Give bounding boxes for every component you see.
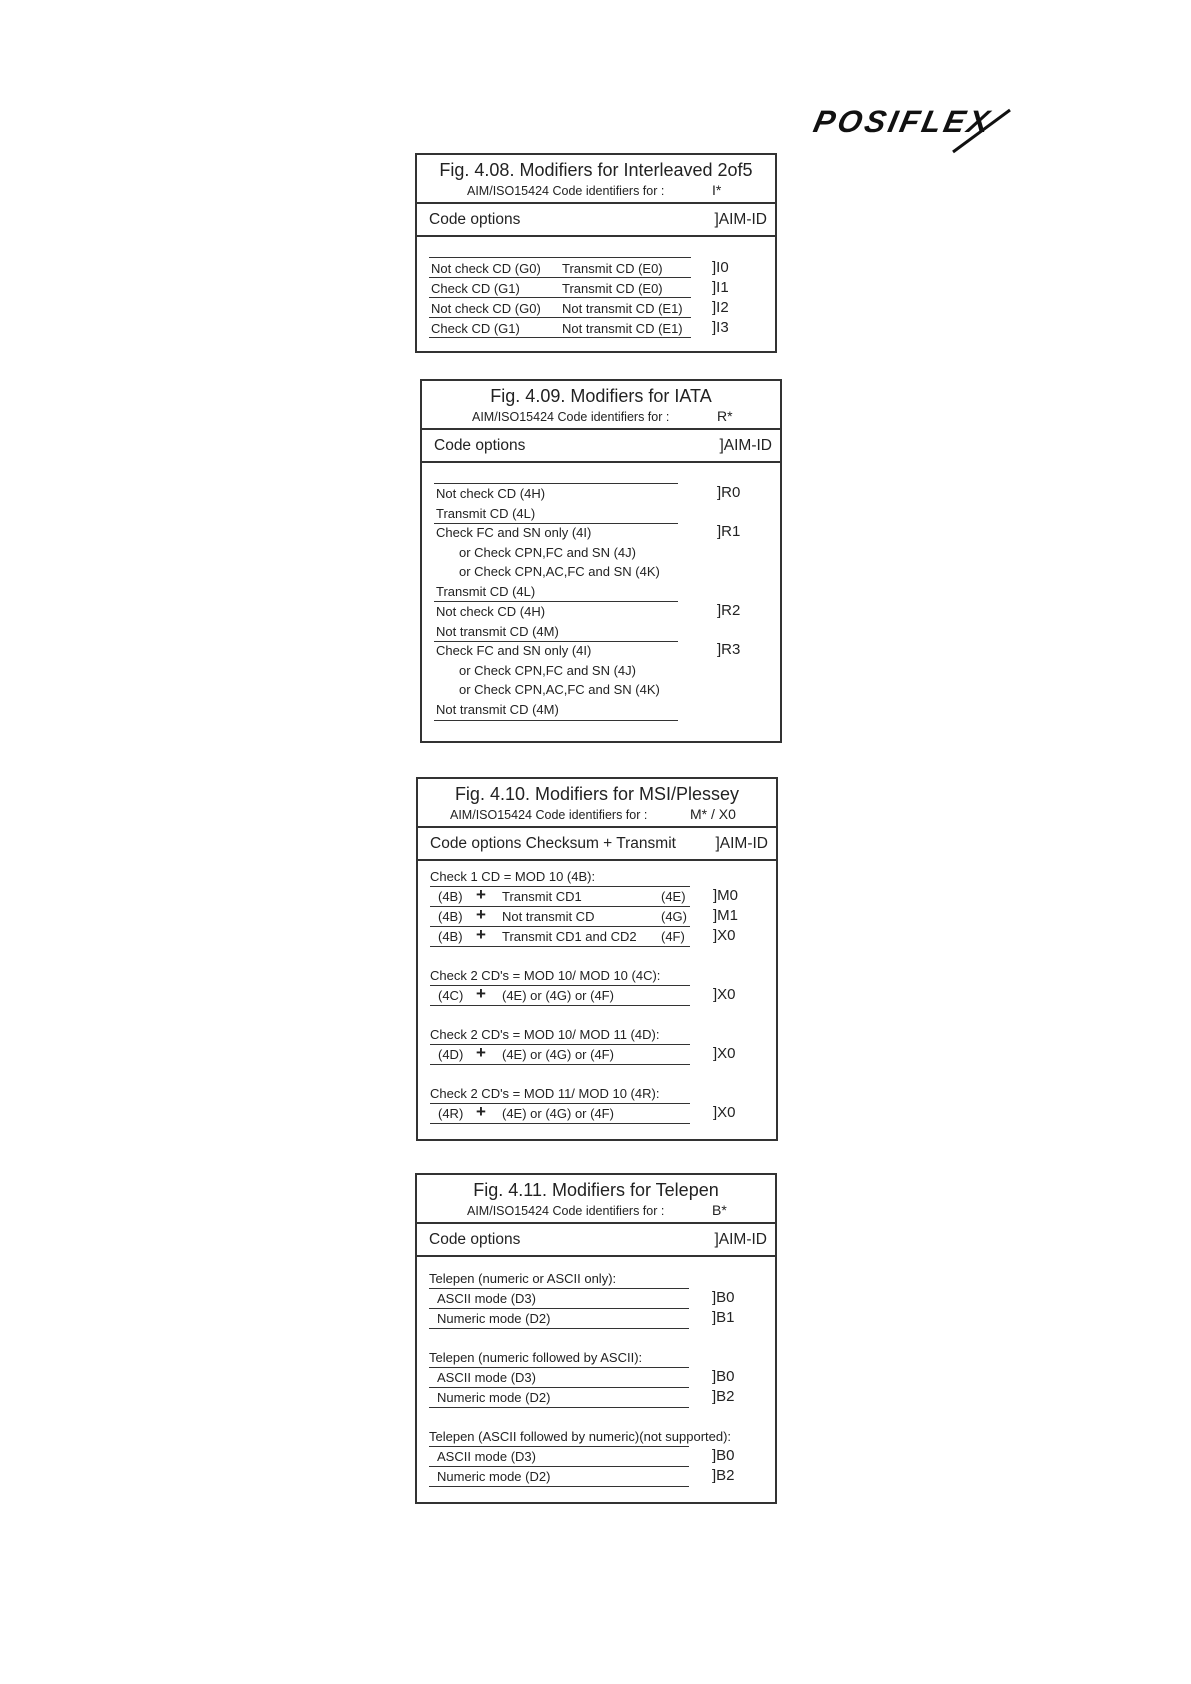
rule — [429, 297, 691, 298]
figure-subtitle: AIM/ISO15424 Code identifiers for : — [467, 1204, 665, 1218]
group-heading: Telepen (ASCII followed by numeric)(not supported): — [429, 1429, 732, 1444]
rule — [430, 1103, 690, 1104]
figure-iata — [420, 379, 782, 743]
group-heading: Check 1 CD = MOD 10 (4B): — [430, 869, 596, 884]
figure-subtitle: AIM/ISO15424 Code identifiers for : — [472, 410, 670, 424]
column-code-options: Code options — [429, 211, 521, 228]
option-line: Not transmit CD (4M) — [436, 702, 559, 717]
row-code: ]B0 — [712, 1447, 735, 1464]
row-right: (4G) — [661, 909, 687, 924]
group-heading: Telepen (numeric followed by ASCII): — [429, 1350, 643, 1365]
rule — [434, 601, 678, 602]
row-code: ]B0 — [712, 1368, 735, 1385]
option-line: Check FC and SN only (4I) — [436, 643, 592, 658]
column-aim-id: ]AIM-ID — [714, 211, 767, 228]
rule — [429, 317, 691, 318]
column-code-options: Code options Checksum + Transmit — [430, 835, 676, 852]
row-code: ]B2 — [712, 1388, 735, 1405]
row-code: ]M0 — [713, 887, 739, 904]
rule — [429, 337, 691, 338]
row-label: Numeric mode (D2) — [437, 1311, 551, 1326]
row-label: Numeric mode (D2) — [437, 1390, 551, 1405]
rule — [430, 1123, 690, 1124]
row-label: ASCII mode (D3) — [437, 1291, 536, 1306]
option-line: Not check CD (4H) — [436, 604, 546, 619]
row-check: Check CD (G1) — [431, 281, 520, 296]
plus-icon: + — [476, 984, 486, 1003]
figure-subtitle: AIM/ISO15424 Code identifiers for : — [467, 184, 665, 198]
rule — [434, 720, 678, 721]
group-heading: Check 2 CD's = MOD 10/ MOD 11 (4D): — [430, 1027, 660, 1042]
row-left: (4B) — [438, 909, 463, 924]
row-code: ]I2 — [712, 299, 729, 316]
rule — [429, 1288, 689, 1289]
row-mid: Transmit CD1 and CD2 — [502, 929, 637, 944]
plus-icon: + — [476, 1102, 486, 1121]
row-left: (4D) — [438, 1047, 464, 1062]
figure-header — [417, 155, 775, 204]
rule — [429, 1446, 689, 1447]
row-code: ]B1 — [712, 1309, 735, 1326]
logo-text: POSIFLEX — [810, 104, 996, 139]
row-mid: Not transmit CD — [502, 909, 595, 924]
option-line: Transmit CD (4L) — [436, 584, 536, 599]
column-aim-id: ]AIM-ID — [714, 1231, 767, 1248]
rule — [429, 1407, 689, 1408]
plus-icon: + — [476, 905, 486, 924]
row-code: ]X0 — [713, 1104, 736, 1121]
figure-msi-plessey — [416, 777, 778, 1141]
posiflex-logo — [810, 104, 1018, 156]
figure-title: Fig. 4.08. Modifiers for Interleaved 2of5 — [439, 160, 753, 180]
figure-header — [417, 1175, 775, 1224]
rule — [429, 1367, 689, 1368]
row-code: ]I1 — [712, 279, 729, 296]
column-code-options: Code options — [434, 437, 526, 454]
row-code: ]I0 — [712, 259, 729, 276]
figure-subtitle: AIM/ISO15424 Code identifiers for : — [450, 808, 648, 822]
row-code: ]R3 — [717, 641, 741, 658]
rule — [430, 1044, 690, 1045]
column-header — [422, 430, 780, 463]
row-transmit: Not transmit CD (E1) — [562, 321, 683, 336]
row-left: (4R) — [438, 1106, 464, 1121]
rule — [434, 641, 678, 642]
column-header — [417, 204, 775, 237]
column-aim-id: ]AIM-ID — [715, 835, 768, 852]
option-line: Transmit CD (4L) — [436, 506, 536, 521]
rule — [430, 886, 690, 887]
rule — [429, 1466, 689, 1467]
figure-title: Fig. 4.11. Modifiers for Telepen — [473, 1180, 719, 1200]
rule — [429, 1486, 689, 1487]
column-aim-id: ]AIM-ID — [719, 437, 772, 454]
rule — [429, 277, 691, 278]
row-transmit: Transmit CD (E0) — [562, 261, 663, 276]
figure-identifier: B* — [712, 1202, 727, 1218]
row-code: ]R0 — [717, 484, 741, 501]
figure-title: Fig. 4.09. Modifiers for IATA — [490, 386, 712, 406]
row-left: (4C) — [438, 988, 464, 1003]
row-mid: (4E) or (4G) or (4F) — [502, 988, 614, 1003]
column-header — [417, 1224, 775, 1257]
option-line: or Check CPN,FC and SN (4J) — [459, 663, 636, 678]
figure-identifier: M* / X0 — [690, 806, 736, 822]
option-line: or Check CPN,AC,FC and SN (4K) — [459, 682, 660, 697]
option-line: Not transmit CD (4M) — [436, 624, 559, 639]
figure-title: Fig. 4.10. Modifiers for MSI/Plessey — [454, 784, 740, 804]
row-label: ASCII mode (D3) — [437, 1449, 536, 1464]
rule — [430, 1005, 690, 1006]
rule — [429, 257, 691, 258]
rule — [430, 946, 690, 947]
figure-header — [422, 381, 780, 430]
rule — [430, 906, 690, 907]
option-line: or Check CPN,FC and SN (4J) — [459, 545, 636, 560]
figure-identifier: R* — [717, 408, 733, 424]
plus-icon: + — [476, 1043, 486, 1062]
group-heading: Telepen (numeric or ASCII only): — [429, 1271, 617, 1286]
row-code: ]I3 — [712, 319, 729, 336]
row-transmit: Not transmit CD (E1) — [562, 301, 683, 316]
figure-telepen — [415, 1173, 777, 1504]
row-code: ]R2 — [717, 602, 741, 619]
row-check: Not check CD (G0) — [431, 261, 541, 276]
figure-interleaved-2of5 — [415, 153, 777, 353]
row-check: Check CD (G1) — [431, 321, 520, 336]
column-header — [418, 828, 776, 861]
row-code: ]X0 — [713, 1045, 736, 1062]
rule — [430, 926, 690, 927]
row-right: (4E) — [661, 889, 686, 904]
row-label: Numeric mode (D2) — [437, 1469, 551, 1484]
row-code: ]B0 — [712, 1289, 735, 1306]
option-line: or Check CPN,AC,FC and SN (4K) — [459, 564, 660, 579]
rule — [434, 523, 678, 524]
rule — [429, 1328, 689, 1329]
plus-icon: + — [476, 925, 486, 944]
row-left: (4B) — [438, 889, 463, 904]
row-mid: Transmit CD1 — [502, 889, 582, 904]
row-label: ASCII mode (D3) — [437, 1370, 536, 1385]
plus-icon: + — [476, 885, 486, 904]
logo-swoosh-icon — [818, 104, 1018, 156]
row-code: ]R1 — [717, 523, 741, 540]
row-transmit: Transmit CD (E0) — [562, 281, 663, 296]
row-code: ]B2 — [712, 1467, 735, 1484]
rule — [434, 483, 678, 484]
column-code-options: Code options — [429, 1231, 521, 1248]
group-heading: Check 2 CD's = MOD 11/ MOD 10 (4R): — [430, 1086, 660, 1101]
row-mid: (4E) or (4G) or (4F) — [502, 1106, 614, 1121]
row-code: ]M1 — [713, 907, 739, 924]
row-code: ]X0 — [713, 927, 736, 944]
rule — [429, 1387, 689, 1388]
row-code: ]X0 — [713, 986, 736, 1003]
figure-header — [418, 779, 776, 828]
group-heading: Check 2 CD's = MOD 10/ MOD 10 (4C): — [430, 968, 661, 983]
row-left: (4B) — [438, 929, 463, 944]
rule — [430, 985, 690, 986]
row-check: Not check CD (G0) — [431, 301, 541, 316]
rule — [430, 1064, 690, 1065]
figure-identifier: I* — [712, 182, 722, 198]
rule — [429, 1308, 689, 1309]
option-line: Check FC and SN only (4I) — [436, 525, 592, 540]
row-mid: (4E) or (4G) or (4F) — [502, 1047, 614, 1062]
option-line: Not check CD (4H) — [436, 486, 546, 501]
row-right: (4F) — [661, 929, 685, 944]
